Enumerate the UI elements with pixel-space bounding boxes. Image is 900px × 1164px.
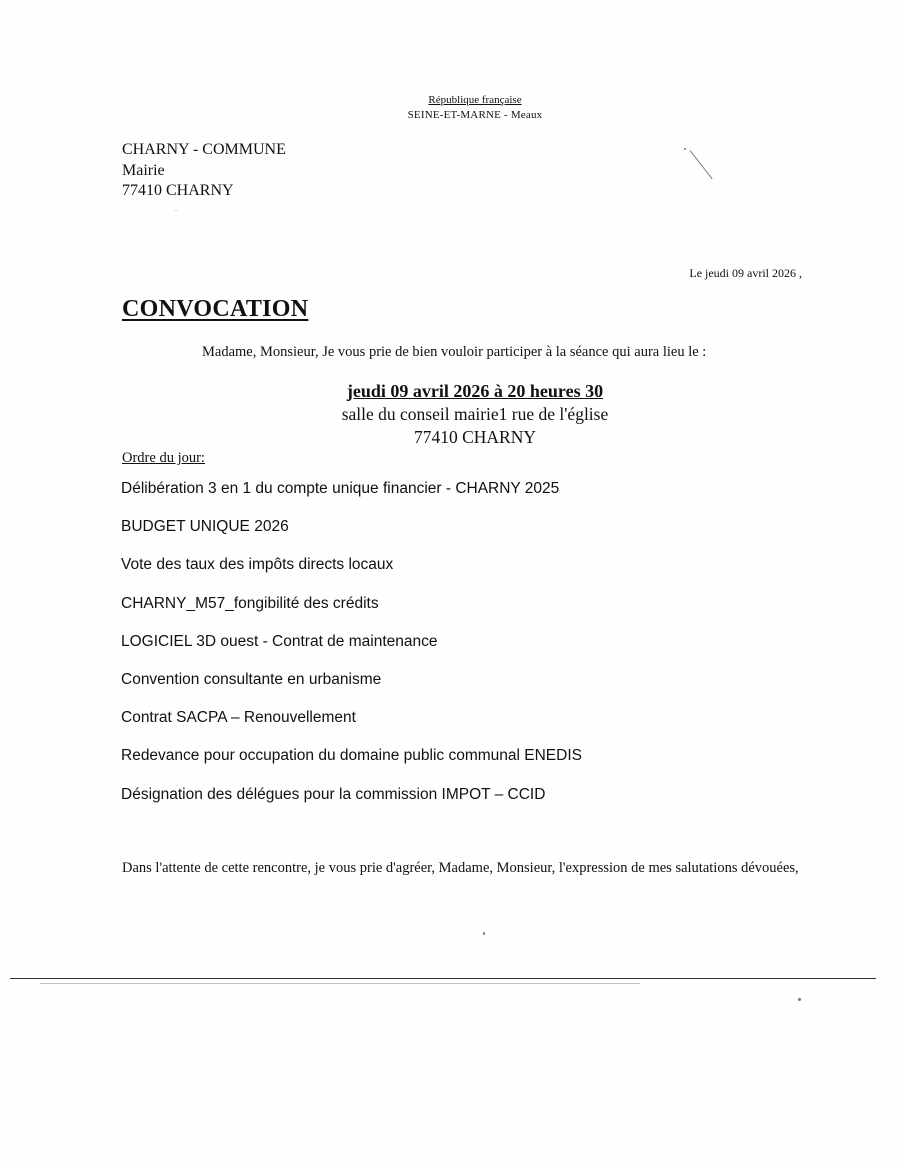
- sender-block: [122, 140, 286, 202]
- agenda-item: BUDGET UNIQUE 2026: [121, 518, 289, 536]
- page-title: CONVOCATION: [122, 296, 309, 322]
- meeting-when: jeudi 09 avril 2026 à 20 heures 30: [346, 381, 604, 401]
- sender-office: Mairie: [122, 161, 165, 179]
- agenda-item: Redevance pour occupation du domaine public communal ENEDIS: [121, 747, 582, 765]
- agenda-item: LOGICIEL 3D ouest - Contrat de maintenance: [121, 632, 438, 650]
- agenda-heading: Ordre du jour:: [122, 450, 205, 466]
- closing-text: Dans l'attente de cette rencontre, je vous prie d'agréer, Madame, Monsieur, l'expression de mes salutations dévouées,: [122, 860, 799, 876]
- header-department: SEINE-ET-MARNE - Meaux: [407, 109, 543, 121]
- scan-mark: [690, 150, 713, 179]
- date-line: Le jeudi 09 avril 2026 ,: [689, 266, 802, 280]
- agenda-item: Convention consultante en urbanisme: [121, 670, 382, 688]
- meeting-city: 77410 CHARNY: [413, 427, 537, 447]
- agenda-item: Désignation des délégues pour la commission IMPOT – CCID: [121, 785, 546, 803]
- agenda-list: [121, 480, 582, 824]
- page-divider: [10, 978, 876, 979]
- header-republic: République française: [428, 94, 522, 106]
- page-divider-shadow: [40, 983, 640, 984]
- agenda-item: Délibération 3 en 1 du compte unique financier - CHARNY 2025: [121, 480, 560, 497]
- intro-text: Madame, Monsieur, Je vous prie de bien vouloir participer à la séance qui aura lieu le :: [202, 344, 707, 360]
- meeting-details: [300, 380, 650, 449]
- scan-speck: [684, 148, 686, 150]
- agenda-item: Vote des taux des impôts directs locaux: [121, 556, 394, 574]
- agenda-item: CHARNY_M57_fongibilité des crédits: [121, 594, 379, 612]
- scan-speck: [175, 210, 177, 211]
- meeting-place: salle du conseil mairie1 rue de l'église: [341, 404, 609, 424]
- scan-speck: [483, 932, 485, 935]
- agenda-item: Contrat SACPA – Renouvellement: [121, 709, 356, 727]
- sender-name: CHARNY - COMMUNE: [122, 141, 286, 158]
- scan-speck: [798, 998, 801, 1001]
- sender-address: 77410 CHARNY: [122, 182, 234, 199]
